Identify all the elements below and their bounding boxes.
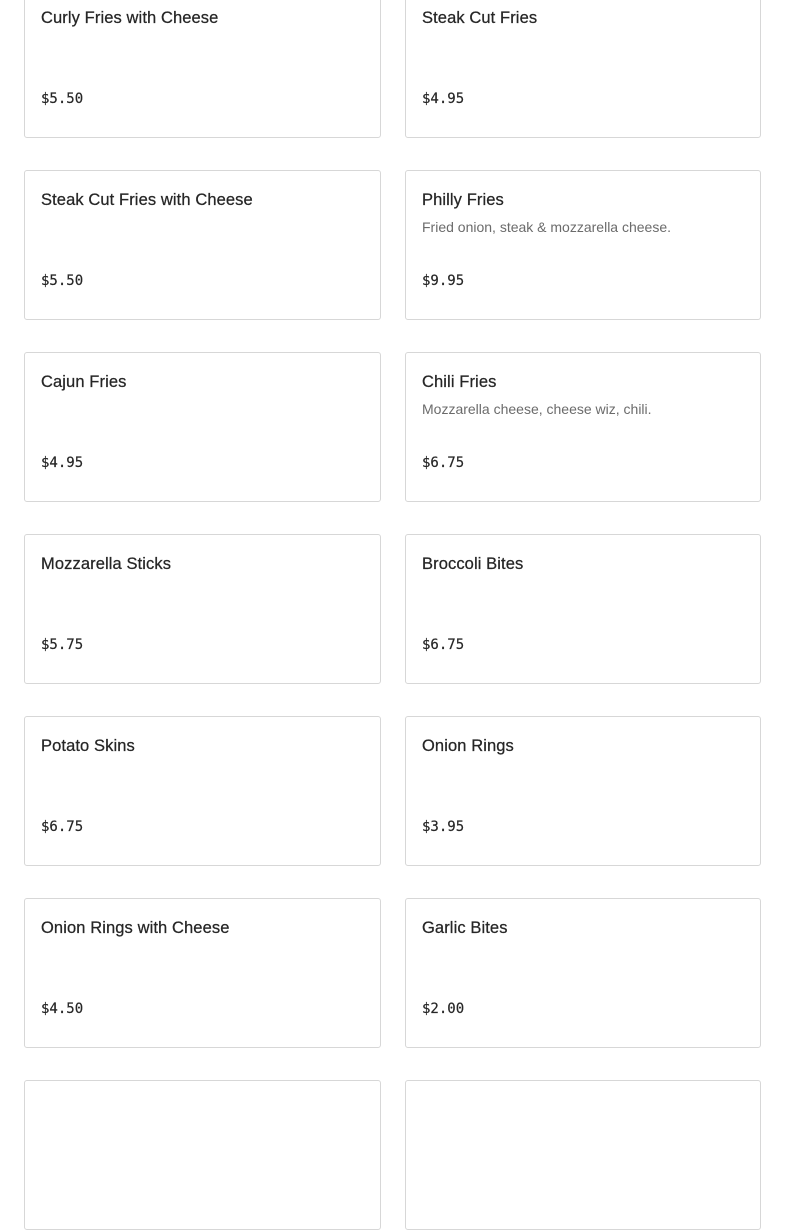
menu-item-price: $4.50 (41, 1001, 84, 1017)
menu-item-card[interactable] (405, 1080, 761, 1230)
menu-item-card[interactable] (405, 170, 761, 320)
menu-item-name: Steak Cut Fries with Cheese (41, 191, 253, 209)
menu-item-card[interactable] (24, 716, 381, 866)
menu-item-card[interactable] (24, 352, 381, 502)
menu-item-price: $3.95 (422, 819, 465, 835)
menu-item-name: Potato Skins (41, 737, 135, 755)
menu-item-card[interactable] (405, 534, 761, 684)
menu-items-grid (24, 0, 761, 1230)
menu-item-card[interactable] (24, 898, 381, 1048)
menu-item-price: $5.50 (41, 273, 84, 289)
menu-item-price: $4.95 (41, 455, 84, 471)
menu-item-name: Steak Cut Fries (422, 9, 538, 27)
menu-item-card[interactable] (405, 352, 761, 502)
menu-item-name: Cajun Fries (41, 373, 127, 391)
menu-item-card[interactable] (24, 1080, 381, 1230)
menu-item-name: Garlic Bites (422, 919, 508, 937)
menu-item-card[interactable] (405, 898, 761, 1048)
menu-item-name: Curly Fries with Cheese (41, 9, 219, 27)
menu-item-card[interactable] (24, 170, 381, 320)
menu-item-name: Onion Rings with Cheese (41, 919, 230, 937)
menu-item-price: $4.95 (422, 91, 465, 107)
menu-item-name: Philly Fries (422, 191, 504, 209)
menu-item-price: $6.75 (422, 455, 465, 471)
menu-item-card[interactable] (405, 0, 761, 138)
menu-item-price: $5.75 (41, 637, 84, 653)
menu-item-name: Broccoli Bites (422, 555, 524, 573)
menu-item-price: $6.75 (41, 819, 84, 835)
menu-item-description: Fried onion, steak & mozzarella cheese. (422, 219, 672, 235)
menu-item-name: Onion Rings (422, 737, 514, 755)
menu-item-name: Mozzarella Sticks (41, 555, 172, 573)
menu-item-price: $9.95 (422, 273, 465, 289)
menu-item-card[interactable] (24, 534, 381, 684)
menu-item-price: $6.75 (422, 637, 465, 653)
menu-item-card[interactable] (405, 716, 761, 866)
menu-item-description: Mozzarella cheese, cheese wiz, chili. (422, 401, 652, 417)
menu-item-card[interactable] (24, 0, 381, 138)
menu-item-price: $5.50 (41, 91, 84, 107)
menu-item-price: $2.00 (422, 1001, 465, 1017)
menu-item-name: Chili Fries (422, 373, 497, 391)
